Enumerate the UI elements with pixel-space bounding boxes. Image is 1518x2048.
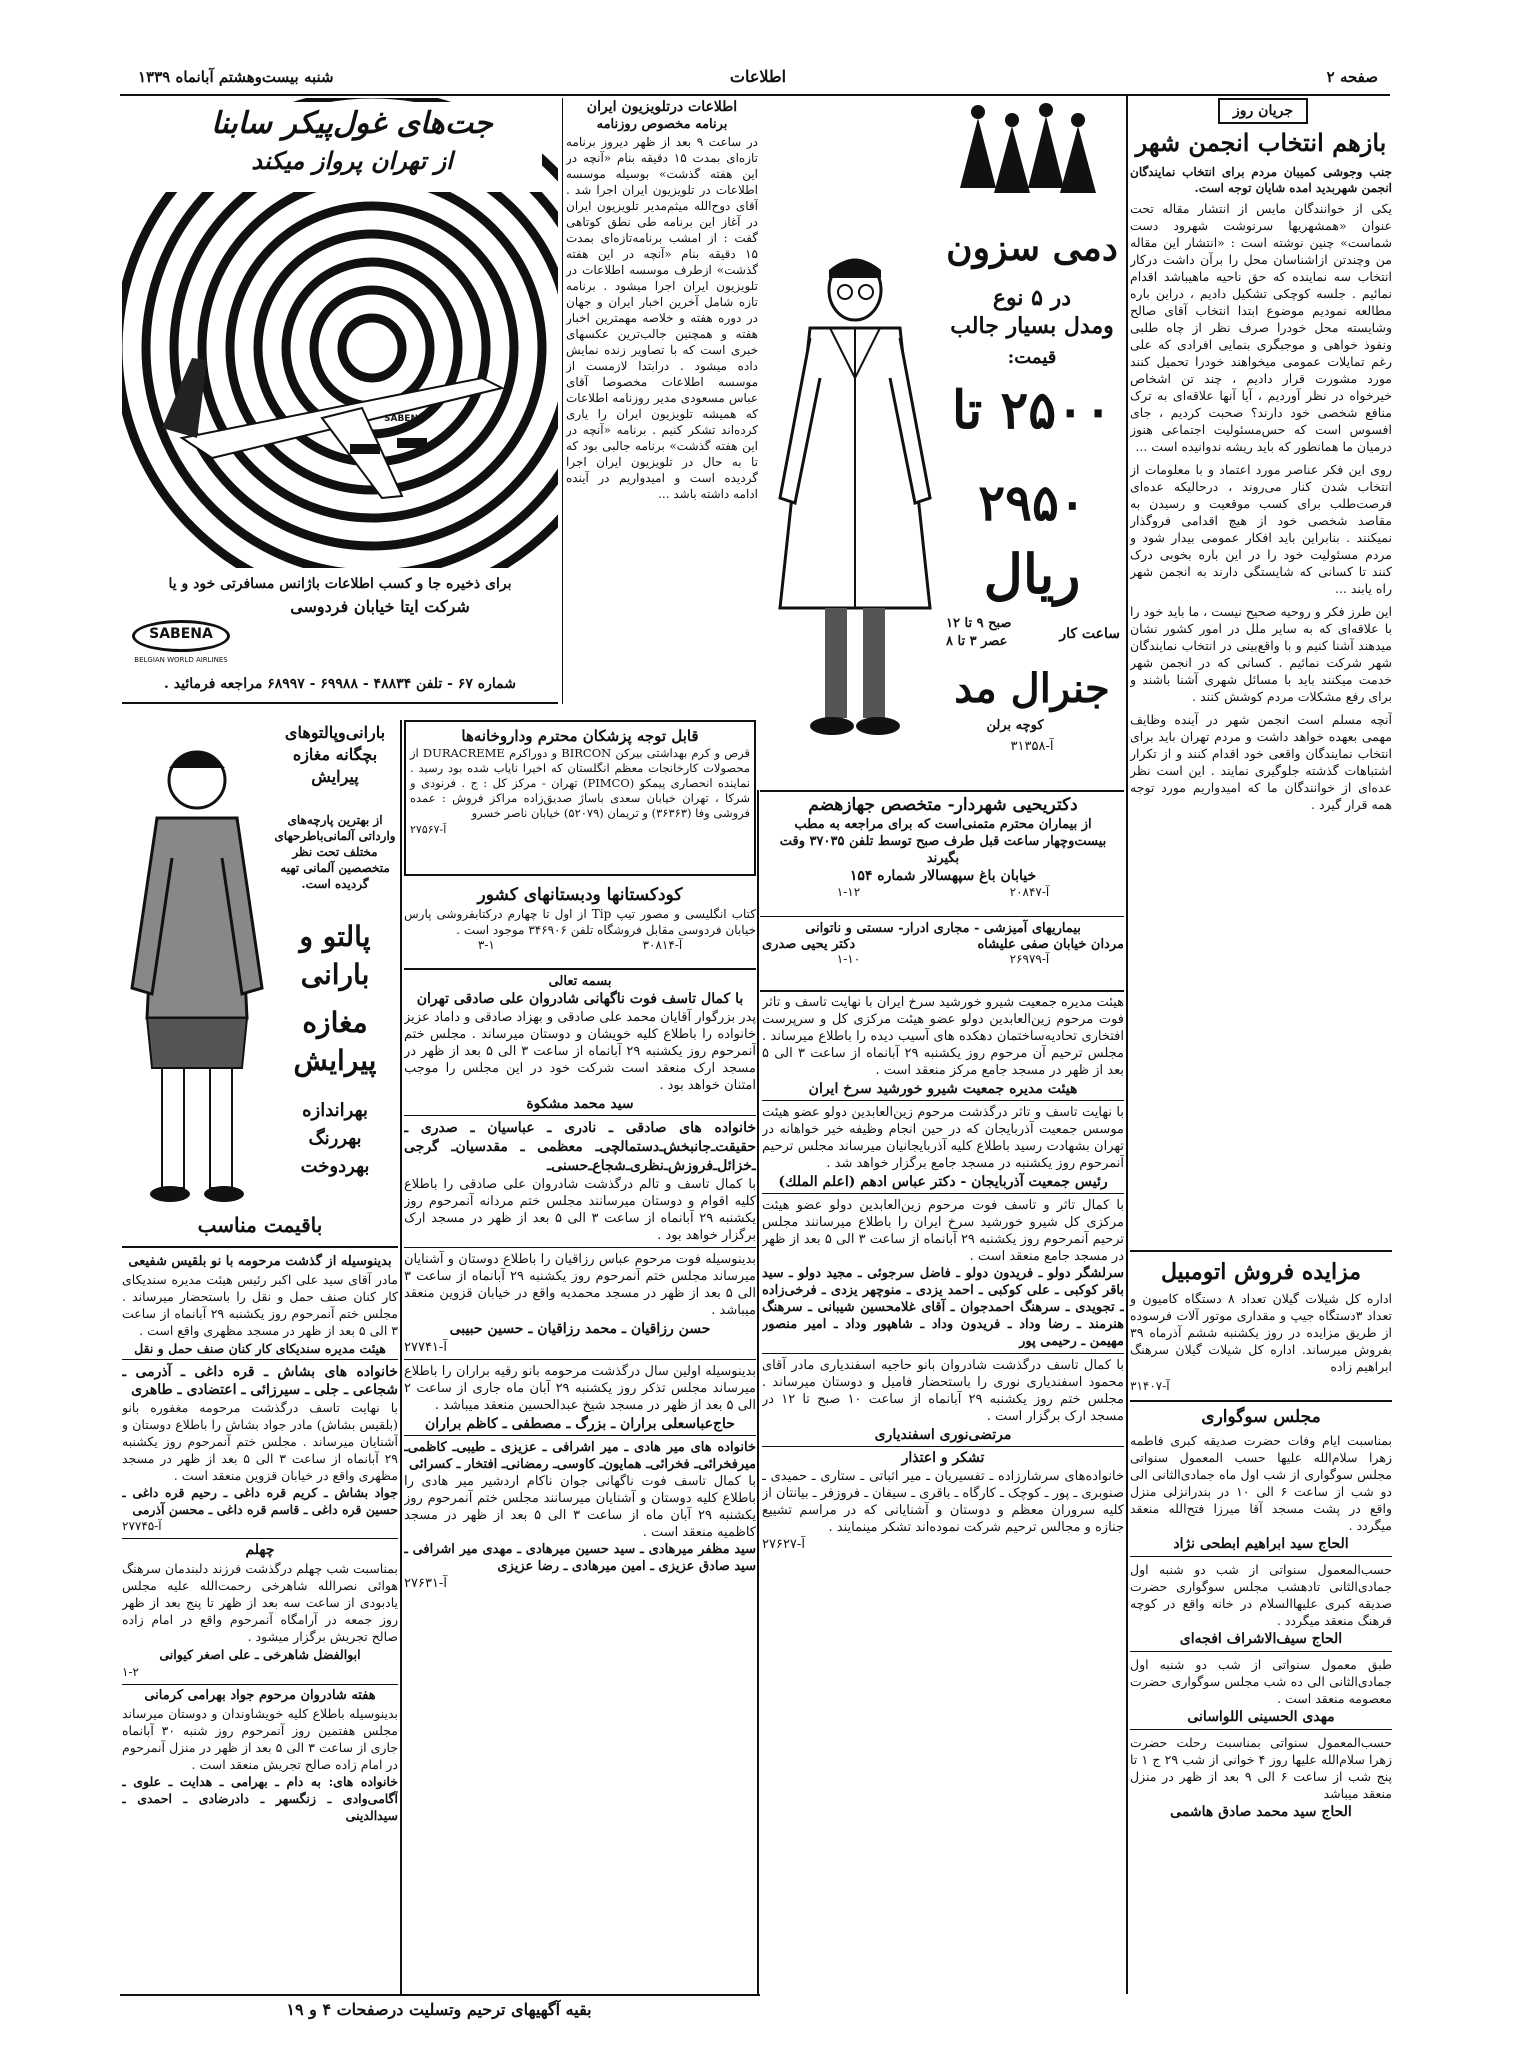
tv-body: در ساعت ۹ بعد از ظهر دیروز برنامه تازه‌ای بمدت ۱۵ دقیقه بنام «آنچه در این هفته گذشت» بوسیله موسسه اطلاعات در تلویزیون ایران اجرا شد . آقای دوح‌الله میثم‌مدیر تلویزیون ایران در آغاز این برنامه طی نطق کوتاهی گفت : از امشب برنامه‌تازه‌ای بمدت ۱۵ دقیقه بنام «آنچه در این هفته گذشت» ازطرف موسسه اطلاعات در تلویزیون ایران اجرا میشود . برنامه تازه شامل آخرین اخبار ایران و جهان در دوره هفته و خلاصه مهمترین اخبار هفته و همچنین جالب‌ترین عکسهای خبری است که با تصاویر زنده نمایش داده میشود . درابتدا لازمست از موسسه اطلاعات مخصوصا آقای عباس مسعودی مدیر روزنامه اطلاعات که همیشه تلویزیون ایران را یاری کرده‌اند تشکر کنیم . برنامه «آنچه در این هفته گذشت» برنامه جالبی بود که تا به حال در تلویزیون ایران اجرا گردیده است و امیدواریم در آینده ادامه داشته باشد ...: [566, 135, 758, 501]
majles-text: طبق معمول سنواتی از شب دو شنبه اول جمادی‌الثانی الی ده شب مجلس سوگواری حضرت معصومه منعقد است .: [1130, 1657, 1392, 1706]
tv-subtitle: برنامه مخصوص روزنامه: [596, 117, 728, 132]
obit-dolu-body: با کمال تاثر و تاسف فوت مرحوم زین‌العابدین دولو عضو هیئت مرکزی کل شیرو خورشید سرخ ایران را باطلاع میرسانند مجلس ترحیم آنمرحوم روز یکشنبه ۲۹ آبانماه از ساعت ۳ الی ۵ بعد از ظهر در مسجد جامع منعقد است .: [762, 1198, 1124, 1264]
majles-text: حسب‌المعمول سنواتی بمناسبت رحلت حضرت زهرا سلام‌الله علیها روز ۴ خوانی از شب ۲۹ ج ۱ تا پنج شب از ساعت ۶ الی ۹ بعد از ظهر در منزل منعقد میباشد: [1130, 1735, 1392, 1801]
coat-price-to: ۲۹۵۰: [978, 473, 1086, 532]
doctor2-rule: [760, 916, 1124, 917]
column-headline: بازهم انتخاب انجمن شهر: [1135, 128, 1387, 157]
raincoat-sewing: بهردوخت: [300, 1156, 370, 1177]
pharma-body: قرص و کرم بهداشتی بیرکن BIRCON و دوراکرم DURACREME از محصولات کارخانجات معظم انگلستان که اخیرا نایاب شده بود رسید . نماینده انحصاری پیمکو (PIMCO) تهران - مرکز کل : ج . فرنودی و شرکا ، تهران خیابان سعدی باساژ صدیق‌زاده مراکز فروش : عمده فروشی وفا (۳۶۳۶۳) و تریمان (۵۲۰۷۹) خیابان ناصر خسرو: [410, 746, 750, 820]
raincoat-big2: مغازه پیرایش: [293, 1006, 377, 1077]
obit-sorkh2-sig: رئیس جمعیت آذربایجان - دکتر عباس ادهم (اعلم الملك): [778, 1174, 1108, 1190]
pharma-code: آ-۲۷۵۶۷: [410, 823, 447, 836]
kids-code: آ-۳۰۸۱۴: [642, 938, 683, 952]
header-paper-name: اطلاعات: [729, 67, 787, 86]
obit-esfandiari-sig: مرتضی‌نوری اسفندیاری: [874, 1427, 1012, 1443]
column-lead: جنب وجوشی کمیبان مردم برای انتخاب نمایندگان انجمن شهربدید امده شایان توجه است.: [1130, 165, 1392, 195]
doctor2-code2: ۱-۱۰: [836, 952, 861, 966]
sorkh-rule: [760, 990, 1124, 992]
obit-dolu-sigs: سرلشگر دولو ـ فریدون دولو ـ فاضل سرجوئی ـ مجید دولو ـ سید باقر کوکبی ـ علی کوکبی ـ احمد یزدی ـ منوچهر یزدی ـ فرخی‌زاده ـ تجویدی ـ سرهنگ احمدجوان ـ آقای غلامحسین شیبانی ـ سرهنگ هنرمند ـ رضا وداد ـ فریدون وداد ـ شاهپور وداد ـ امیر منصور مهیمن ـ رحیمی پور: [762, 1266, 1124, 1349]
coat-hours: [940, 616, 1124, 656]
coat-price-from: ۲۵۰۰ تا: [951, 380, 1113, 441]
obit-razaghian-body: بدینوسیله فوت مرحوم عباس رزاقیان را باطلاع دوستان و آشنایان میرساند مجلس ختم آنمرحوم روز یکشنبه ۲۹ آبانماه از ساعت ۳ الی ۵ بعد از ظهر در مسجد محمدیه واقع در خیابان قزوین منعقد میباشد .: [404, 1252, 756, 1318]
majles-rule: [1130, 1400, 1392, 1402]
sabena-logo-text: SABENA: [149, 626, 213, 642]
coat-figures-illustration: [950, 98, 1100, 208]
obit-kermani-title: هفته شادروان مرحوم جواد بهرامی کرمانی: [144, 1688, 376, 1703]
column-paragraph: روی این فکر عناصر مورد اعتماد و با معلومات از انتخاب شدن کنار می‌روند ، درحالیکه عده‌ای فرصت‌طلب برای کسب موقعیت و رسیدن به مقاصد شخصی خود از هیچ اقدامی فروگذار نمیکنند . بنابراین باید افکار عمومی بیدار شود و مردم مسئولیت خود را در این باره بخوبی درک کنند تا کسانی که شایستگی دارند به انجمن شهر راه یابند ...: [1130, 462, 1392, 596]
obit-mirhadi-names: خانواده های میر هادی ـ میر اشرافی ـ عزیزی ـ طیبی‌ـ کاظمی‌ـ میرفخرائی‌ـ فخرائی‌ـ همایون‌ـ کاوسی‌ـ رمضانی‌ـ افتخار ـ کسرائی: [404, 1440, 756, 1472]
col-divider-mid: [757, 790, 759, 1994]
obit-barranian-body: بدینوسیله اولین سال درگذشت مرحومه بانو رقیه براران را باطلاع میرساند مجلس تذکر روز یکشنبه ۲۹ آبان ماه جاری از ساعت ۲ الی ۵ بعد از ظهر در مسجد شیخ عبدالحسین منعقد میباشد .: [404, 1364, 756, 1413]
sabena-line1: برای ذخیره جا و کسب اطلاعات باژانس مسافرتی خود و یا: [168, 576, 512, 592]
tv-article: [566, 98, 758, 700]
coat-hours-label: ساعت کار: [1059, 626, 1120, 642]
obit-beshash-sigs: جواد بشاش ـ کریم قره داغی ـ رحیم قره داغی ـ حسین قره داغی ـ قاسم قره داغی ـ محسن آذرمی: [122, 1485, 398, 1517]
column-paragraph: آنچه مسلم است انجمن شهر در آینده وظایف مهمی بعهده خواهد داشت و مردم تهران باید برای انتخاب نمایندگان واقعی خود اقدام کنند و از تکرار اشتباهات گذشته جلوگیری نمایند . این است نظر عده‌ای از خوانندگان ما که امیدواریم مورد توجه همه قرار گیرد .: [1130, 712, 1392, 812]
majles-signature: مهدی الحسینی اللواسانی: [1187, 1709, 1335, 1725]
doctor-address: خیابان باغ سپهسالار شماره ۱۵۴: [849, 868, 1037, 884]
sabena-logo-sub: BELGIAN WORLD AIRLINES: [134, 656, 228, 664]
coat-currency: ریال: [983, 542, 1081, 606]
auction-rule: [1130, 1250, 1392, 1252]
kids-body: کتاب انگلیسی و مصور تیپ Tip از اول تا چهارم درکتابفروشی پارس خیابان فردوسی مقابل فروشگاه تلفن ۳۴۶۹۰۶ موجود است .: [404, 907, 757, 937]
obit-mirhadi-body: با کمال تاسف فوت ناگهانی جوان ناکام اردشیر میر هادی را باطلاع کلیه دوستان و آشنایان میرسانند مجلس ختم آنمرحوم روز یکشنبه ۲۹ آبان ماه از ساعت ۳ الی ۵ بعد از ظهر در مسجد کاظمیه منعقد است .: [404, 1474, 756, 1540]
col-divider-right: [1126, 94, 1128, 1994]
majles-title: مجلس سوگواری: [1201, 1407, 1321, 1427]
raincoat-body: از بهترین پارچه‌های وارداتی آلمانی‌باطرحهای مختلف تحت نظر متخصصین آلمانی تهیه گردیده است.: [274, 813, 396, 891]
obit-beshash-names: خانواده های بشاش ـ قره داغی ـ آذرمی ـ شجاعی ـ جلی ـ سیرزائی ـ اعتضادی ـ طاهری: [122, 1364, 398, 1398]
doctor-title: دکتریحیی شهردار- متخصص جهازهضم: [808, 795, 1078, 815]
obituaries-col2: [762, 994, 1124, 1994]
obit-sorkh1-body: هیئت مدیره جمعیت شیرو خورشید سرخ ایران با نهایت تاسف و تاثر فوت مرحوم زین‌العابدین دولو عضو هیئت مرکزی کل و سرپرست افتخاری تحادیه‌ساختمان دهکده های آسیب دیده را باطلاع میرساند . مجلس ترحیم آن مرحوم روز یکشنبه ۲۹ آبانماه از ساعت ۳ الی ۵ بعد از ظهر در مسجد جامع مرکز منعقد است .: [762, 995, 1124, 1078]
obit-mirhadi-sigs: سید مظفر میرهادی ـ سید حسین میرهادی ـ مهدی میر اشرافی ـ سید صادق عزیزی ـ امین میرهادی ـ رضا عزیزی: [404, 1542, 756, 1574]
obit-thanks-body: خانواده‌های سرشارزاده ـ تفسیریان ـ میر اثباتی ـ ستاری ـ حمیدی ـ صنوبری ـ پور ـ کوچک ـ کارگاه ـ باقری ـ سیفان ـ فروزفر ـ بیانتان از کلیه سروران معظم و دوستان و آشنایانی که در مراسم تشییع جنازه و مجالس ترحیم شرکت نموده‌اند تشکر مینمایند .: [762, 1469, 1124, 1535]
coat-brand: جنرال مد: [954, 665, 1110, 712]
coat-title: دمی سزون: [946, 227, 1118, 269]
ad-coat: [760, 98, 1124, 788]
obit-chehlom-body: بمناسبت شب چهلم درگذشت فرزند دلبندمان سرهنگ هوائی نصرالله شاهرخی رحمت‌الله علیه مجلس یادبودی از ساعت سه بعد از ظهر تا پنج بعد از ظهر روز جمعه در آرامگاه آنمرحوم واقع در امام زاده صالح تجریش برگزار میشود .: [122, 1561, 398, 1644]
sabena-line2: شرکت ایتا خیابان فردوسی: [290, 597, 470, 616]
coat-street: کوچه برلن: [986, 718, 1044, 733]
majles-signature: الحاج سید ابراهیم ابطحی نژاد: [1173, 1536, 1349, 1552]
coat-line2: ومدل بسیار جالب: [950, 313, 1114, 339]
doctor-body: از بیماران محترم متمنی‌است که برای مراجعه به مطب بیست‌وچهار ساعت قبل طرف صبح توسط تلفن ۳۷۰۳۵ وقت بگیرند: [779, 817, 1107, 866]
majles-text: بمناسبت ایام وفات حضرت صدیقه کبری فاطمه زهرا سلام‌الله علیها حسب المعمول سنواتی مجلس سوگواری از شب اول ماه جمادی‌الثانی الی دو شب از ساعت ۶ الی ۱۰ در بندرانزلی منزل واقع در پشت مسجد آقا میرزا فتح‌الله منعقد میگردد .: [1130, 1433, 1392, 1533]
obit-kermani-body: بدینوسیله باطلاع کلیه خویشاوندان و دوستان میرساند مجلس هفتمین روز آنمرحوم روز شنبه ۳۰ آبانماه جاری از ساعت ۳ الی ۵ بعد از ظهر در منزل آنمرحوم در امام زاده صالح تجریش منعقد است .: [122, 1706, 398, 1772]
sabena-plane-name: SABENA: [384, 414, 425, 424]
obit-bismillah-body: پدر بزرگوار آقایان محمد علی صادقی و بهزاد صادقی و داماد عزیز خانواده را باطلاع کلیه خویشان و دوستان میرساند . مجلس ختم آنمرحوم روز یکشنبه ۲۹ آبانماه از ساعت ۳ الی ۵ بعد از ظهر در مسجد ارک منعقد است شرکت خود در این مجلس را موجب امتنان خواهد بود .: [404, 1010, 756, 1093]
auction-body: اداره کل شیلات گیلان تعداد ۸ دستگاه کامیون و تعداد ۳دستگاه جیپ و مقداری موتور آلات فرسوده از طریق مزایده در روز یکشنبه ششم آذرماه ۳۹ بفروش میرساند. اداره کل شیلات گیلان سرهنگ ابراهیم زاده: [1130, 1291, 1392, 1374]
doctor2-address: مردان خیابان صفی علیشاه: [977, 937, 1124, 952]
obit-chehlom-sig: ابوالفضل شاهرخی ـ علی اصغر کیوانی: [159, 1647, 361, 1662]
doctor-ad-top-rule: [760, 790, 1124, 792]
doctor2-name: دکتر یحیی صدری: [762, 937, 856, 952]
column-paragraph: یکی از خوانندگان مایس از انتشار مقاله تحت عنوان «همشهریها سرنوشت شهرود دست شماست» چنین نوشته است : «انتشار این مقاله من وچندتن ازاشناسان محل را برآن داشت درکار انتخاب سه نماینده که حق ناحیه ماهیباشد اقدام نمائیم . جلسه کوچکی تشکیل دادیم ، دراین باره مطالعه نمودیم موضوع ابتدا انتخاب آقای صالح وشایسته محل خودرا صرف نظر از چاه طلبی ونفوذ خواهی و موجبگری بنمایی افرادی که علی رغم تمایلات عمومی میخواهند خودرا تحمیل کنند مورد مشورت قرار دادیم ، چند تن اشخاص خیرخواه در نظر آوردیم ، آیا آنها علاقه‌ای به ترک منافع شخصی خود دارند؟ صحبت کردیم ، جای افسوس است که حس‌مسئولیت اجتماعی هنوز درمیان ما همانطور که باید ریشه ندوانیده است ...: [1130, 201, 1392, 454]
footer-rule: [120, 1994, 760, 1996]
column-body: [1130, 200, 1392, 1222]
obit-mirhadi-code: آ-۲۷۶۳۱: [404, 1576, 447, 1591]
obit-shafiei-sig: هیئت مدیره سندیکای کار کنان صنف حمل و نقل: [134, 1341, 386, 1356]
coat-hours-morning: صبح ۹ تا ۱۲: [946, 616, 1012, 631]
obit-shafiei-body: مادر آقای سید علی اکبر رئیس هیئت مدیره سندیکای کار کنان صنف حمل و نقل را باستحضار میرساند . مجلس ختم آنمرحوم روز یکشنبه ۲۹ آبانماه از ساعت ۳ الی ۵ بعد از ظهر در مسجد مظهری واقع است .: [122, 1272, 398, 1338]
doctor-code: آ-۲۰۸۴۷: [1009, 885, 1050, 899]
sabena-phones: شماره ۶۷ - تلفن ۴۸۸۳۴ - ۶۹۹۸۸ - ۶۸۹۹۷ مراجعه فرمائید .: [164, 676, 516, 692]
obit-families-body: با کمال تاسف و تالم درگذشت شادروان علی صادقی را باطلاع کلیه اقوام و دوستان میرسانند مجلس ختم مردانه آنمرحوم روز یکشنبه ۲۹ آبانماه از ساعت ۳ الی ۵ بعد از ظهر در مسجد ارک برگزار خواهد بود .: [404, 1177, 756, 1243]
header-rule: [120, 94, 1390, 96]
header-page-number: صفحه ۲: [1326, 68, 1378, 86]
obit-thanks-title: تشکر و اعتذار: [901, 1450, 985, 1466]
right-column: [1130, 98, 1392, 1998]
majles-notices: [1130, 1432, 1392, 1992]
obit-sorkh1-sig: هیئت مدیره جمعیت شیرو خورشید سرخ ایران: [808, 1081, 1078, 1097]
header-date: شنبه بیست‌وهشتم آبانماه ۱۳۳۹: [138, 68, 334, 86]
kids-code2: ۳-۱: [477, 938, 495, 952]
ad-raincoat: [122, 718, 398, 1248]
majles-text: حسب‌المعمول سنواتی از شب دو شنبه اول جمادی‌الثانی تادهشب مجلس سوگواری حضرت صدیقه کبری علیها‌السلام در خانه واقع در کوچه فرهنگ منعقد میگردد .: [1130, 1562, 1392, 1628]
ad-doctor: [762, 794, 1124, 914]
column-paragraph: این طرز فکر و روحیه صحیح نیست ، ما باید خود را با علاقه‌ای که به سایر ملل در امور کشور نشان میدهند آشنا کنیم و با واقع‌بینی در انتخاب نمایندگان شهر شرکت نمائیم . کسانی که در انجمن شهر خدمت میکنند باید با مسائل شهری آشنا باشند و برای رفع مشکلات مردم کوشش کنند .: [1130, 604, 1392, 704]
obit-barranian-sig: حاج‌عباسعلی براران ـ بزرگ ـ مصطفی ـ کاظم براران: [425, 1416, 735, 1432]
obit-bismillah-sig: سید محمد مشکوة: [526, 1096, 634, 1112]
auction-code: آ-۳۱۴۰۷: [1130, 1379, 1170, 1393]
raincoat-title: بارانی‌وپالتوهای بچگانه مغازه پیرایش: [284, 723, 386, 786]
obit-chehlom-title: چهلم: [245, 1542, 275, 1558]
obit-thanks-code: آ-۲۷۶۲۷: [762, 1537, 805, 1552]
raincoat-price: باقیمت مناسب: [197, 1213, 323, 1237]
doctor-code2: ۱-۱۲: [836, 885, 861, 899]
obit-esfandiari-body: با کمال تاسف درگذشت شادروان بانو حاجیه اسفندیاری مادر آقای محمود اسفندیاری نوری را باستحضار فامیل و دوستان میرساند . مجلس ختم روز یکشنبه ۲۹ آبانماه از ساعت ۱۰ صبح تا ۱۲ در مسجد ارک برگزار است .: [762, 1358, 1124, 1424]
obit-chehlom-code: ۱-۲: [122, 1665, 139, 1679]
ad-sabena: [122, 98, 558, 704]
obit-sorkh2-body: با نهایت تاسف و تاثر درگذشت مرحوم زین‌العابدین دولو عضو هیئت موسس جمعیت آذربایجان که در حین انجام وظیفه خیر خواهانه در تهران بشهادت رسید باطلاع کلیه آذربایجانیان میرساند مجلس ترحیم آنمرحوم روز یکشنبه در مسجد جامع برگزار خواهد شد .: [762, 1105, 1124, 1171]
child-raincoat-illustration: [122, 738, 272, 1238]
ad-doctor2: [762, 920, 1124, 990]
sabena-headline: جت‌های غول‌پیکر سابنا: [211, 106, 493, 141]
obit-bismillah-lead: با کمال تاسف فوت ناگهانی شادروان علی صادقی تهران: [416, 991, 744, 1007]
majles-signature: الحاج سیف‌الاشراف افجه‌ای: [1179, 1631, 1343, 1647]
sabena-headline2: از تهران پرواز میکند: [251, 146, 453, 175]
coat-code: آ-۳۱۳۵۸: [1010, 739, 1054, 754]
raincoat-size: بهراندازه: [302, 1100, 368, 1121]
doctor2-specialty: بیماریهای آمیزشی - مجاری ادرار- سستی و ناتوانی: [805, 921, 1081, 936]
obituaries-col4: [122, 1252, 398, 1956]
kids-title: کودکستانها ودبستانهای کشور: [477, 885, 683, 905]
majles-signature: الحاج سید محمد صادق هاشمی: [1170, 1804, 1352, 1820]
tv-title: اطلاعات درتلویزیون ایران: [586, 99, 738, 115]
pharma-title: قابل توجه پزشکان محترم وداروخانه‌ها: [461, 727, 699, 745]
coat-hours-evening: عصر ۳ تا ۸: [946, 634, 1008, 649]
col-divider-left: [400, 720, 402, 1994]
column-badge: جریان روز: [1218, 98, 1308, 124]
raincoat-big1: پالتو و بارانی: [299, 920, 371, 991]
doctor2-code: آ-۲۶۹۷۹: [1009, 952, 1050, 966]
coat-price-label: قیمت:: [1007, 347, 1057, 368]
sabena-logo: [126, 620, 236, 674]
obit-bismillah-title: بسمه تعالی: [548, 974, 612, 989]
obit-beshash-code: آ-۲۷۷۴۵: [122, 1519, 162, 1533]
obit-razaghian-sig: حسن رزاقیان ـ محمد رزاقیان ـ حسین حبیبی: [449, 1321, 711, 1337]
man-in-coat-illustration: [770, 248, 940, 748]
coat-line1: در ۵ نوع: [992, 285, 1072, 311]
obit-shafiei-title: بدینوسیله از گذشت مرحومه با نو بلقیس شفیعی: [128, 1254, 392, 1269]
ad-kids: [404, 884, 756, 970]
obit-beshash-body: با نهایت تاسف درگذشت مرحومه مغفوره بانو (بلقیس بشاش) مادر جواد بشاش را باطلاع دوستان و آشنایان میرساند . مجلس ختم آنمرحوم روز یکشنبه ۲۹ آبانماه از ساعت ۳ الی ۵ بعد از ظهر در مسجد مظهری واقع در خیابان قزوین منعقد است .: [122, 1400, 398, 1483]
ad-pharma: [404, 720, 756, 876]
raincoat-color: بهررنگ: [308, 1128, 362, 1149]
obituaries-col3: [404, 974, 756, 1994]
obit-kermani-sigs: خانواده های: به دام ـ بهرامی ـ هدایت ـ علوی ـ آگامی‌وادی ـ زنگسهر ـ دادرضادی ـ احمدی ـ سید‌الدینی: [122, 1774, 398, 1823]
auction-title: مزایده فروش اتومبیل: [1160, 1259, 1361, 1285]
footer-note: بقیه آگهیهای ترحیم وتسلیت درصفحات ۴ و ۱۹: [286, 2000, 592, 2019]
obit-razaghian-code: آ-۲۷۷۴۱: [404, 1340, 447, 1355]
page-header: [138, 66, 1378, 90]
obit-families-names: خانواده های صادقی ـ نادری ـ عباسیان ـ صدری ـ حقیقت‌ـ‌جانبخش‌ـ‌دستمالچی‌ـ معظمی ـ مقدسیان‌ـ گرجی ـ‌خزائل‌ـ‌فروزش‌ـ‌نظری‌ـ‌شجاع‌ـ‌حسنی‌ـ: [404, 1120, 756, 1174]
tv-divider: [562, 98, 563, 704]
